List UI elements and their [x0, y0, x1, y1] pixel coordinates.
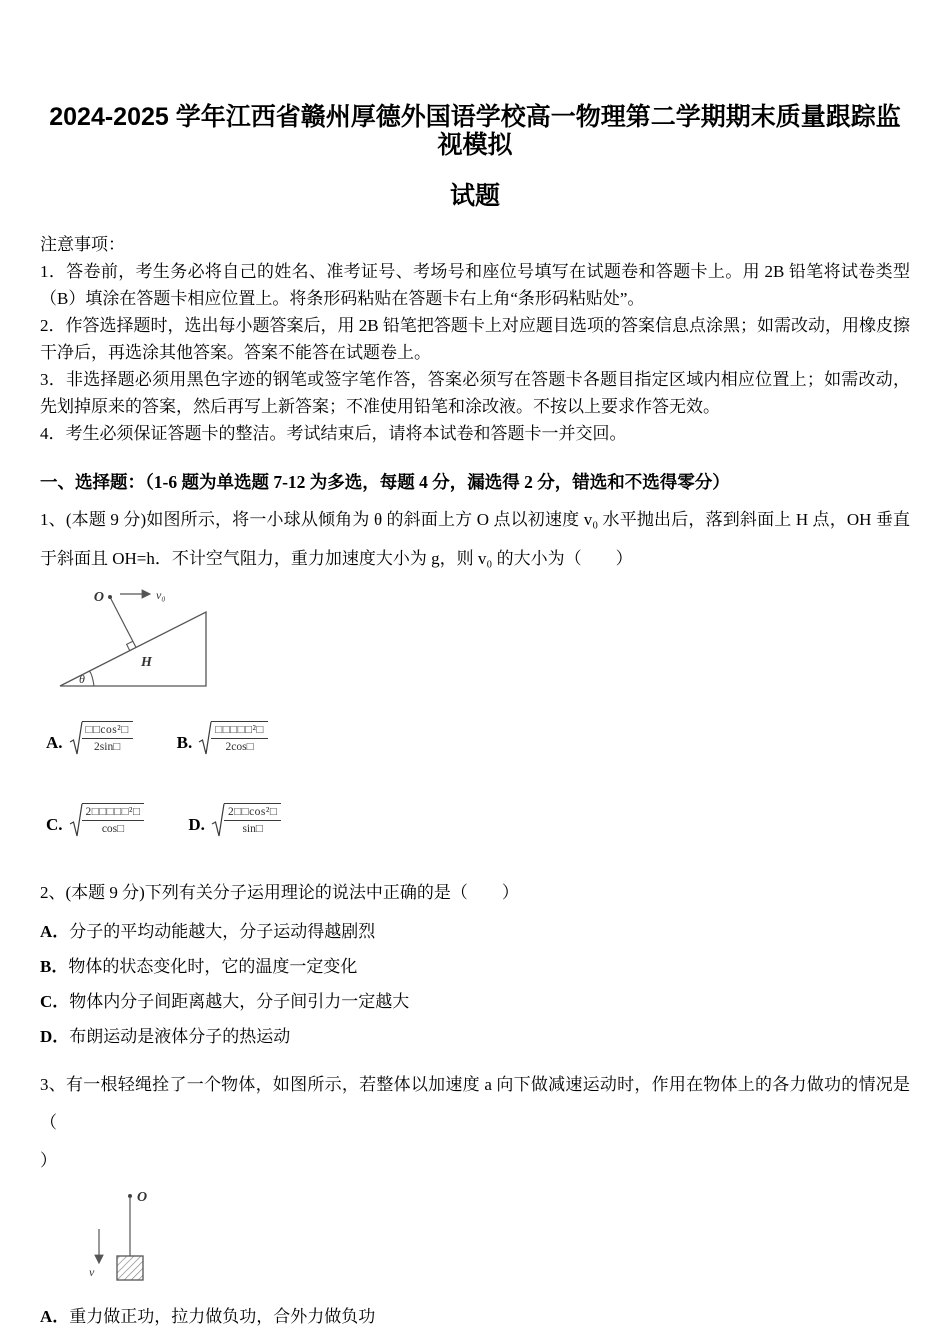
question-3-text: 3、有一根轻绳拴了一个物体，如图所示，若整体以加速度 a 向下做减速运动时，作用在物体上的各力做功的情况是（ — [40, 1074, 910, 1132]
option-text: 物体的状态变化时，它的温度一定变化 — [68, 956, 358, 976]
q1-options-row-2 — [46, 801, 910, 839]
question-2-options — [40, 914, 910, 1054]
incline-diagram — [46, 582, 910, 705]
sqrt-formula — [198, 719, 268, 757]
option-label: D. — [188, 814, 205, 834]
option-label: A. — [46, 732, 63, 752]
formula-denominator: 2cos□ — [225, 740, 254, 753]
formula-numerator: 2□□cos²□ — [224, 804, 281, 821]
label-h: H — [141, 654, 152, 670]
option-label: C. — [46, 814, 63, 834]
label-v0: v₀ — [156, 587, 166, 602]
formula-denominator: sin□ — [242, 822, 263, 835]
sqrt-formula — [211, 801, 281, 839]
option-text: 物体内分子间距离越大，分子间引力一定越大 — [69, 991, 410, 1011]
formula-numerator: 2□□□□□²□ — [82, 804, 145, 821]
hanging-block-diagram — [64, 1184, 910, 1289]
label-theta: θ — [79, 671, 85, 686]
radical-sign — [198, 719, 212, 757]
q2-option-d — [40, 1019, 910, 1054]
question-3-text-close-paren: ） — [40, 1150, 57, 1170]
radical-sign — [211, 801, 225, 839]
page-title-line2: 试题 — [449, 182, 500, 210]
page-title: 2024-2025 学年江西省赣州厚德外国语学校高一物理第二学期期末质量跟踪监视模拟 — [49, 103, 901, 159]
q1-options-row-1 — [46, 719, 910, 757]
point-o-dot — [108, 595, 112, 599]
option-label: A． — [40, 1306, 70, 1326]
q1-option-b — [177, 719, 268, 757]
option-text: 布朗运动是液体分子的热运动 — [69, 1026, 291, 1046]
formula-denominator: 2sin□ — [94, 740, 121, 753]
q2-option-c — [40, 984, 910, 1019]
option-label: C． — [40, 991, 70, 1011]
notice-item-2: 2．作答选择题时，选出每小题答案后，用 2B 铅笔把答题卡上对应题目选项的答案信息点涂黑；如需改动，用橡皮擦干净后，再选涂其他答案。答案不能答在试题卷上。 — [40, 315, 910, 362]
block — [117, 1256, 143, 1280]
radical-sign — [69, 719, 83, 757]
q1-option-a — [46, 719, 133, 757]
notice-item-4: 4．考生必须保证答题卡的整洁。考试结束后，请将本试卷和答题卡一并交回。 — [40, 423, 627, 443]
q2-option-a — [40, 914, 910, 949]
theta-arc — [90, 671, 95, 686]
section-heading: 一、选择题：（1-6 题为单选题 7-12 为多选，每题 4 分，漏选得 2 分，错选和不选得零分） — [40, 471, 730, 492]
option-text: 分子的平均动能越大，分子运动得越剧烈 — [69, 921, 376, 941]
question-1-text: 1、(本题 9 分)如图所示，将一小球从倾角为 θ 的斜面上方 O 点以初速度 v₀ 水平抛出后，落到斜面上 H 点，OH 垂直于斜面且 OH=h．不计空气阻力，重力加速度大小为 g，则 v₀ 的大小为（ ） — [40, 509, 910, 568]
formula-numerator: □□cos²□ — [82, 722, 133, 739]
label-o: O — [137, 1189, 148, 1205]
option-label: B. — [176, 732, 193, 752]
sqrt-formula — [69, 801, 145, 839]
q2-option-b — [40, 949, 910, 984]
q3-option-a — [40, 1303, 910, 1330]
q1-option-c — [46, 801, 144, 839]
radical-sign — [69, 801, 83, 839]
label-o: O — [93, 589, 104, 605]
formula-numerator: □□□□□²□ — [211, 722, 268, 739]
label-v: v — [89, 1264, 95, 1279]
sqrt-formula — [69, 719, 133, 757]
oh-line — [110, 597, 136, 647]
notice-item-3: 3．非选择题必须用黑色字迹的钢笔或签字笔作答，答案必须写在答题卡各题目指定区域内相应位置上；如需改动，先划掉原来的答案，然后再写上新答案；不准使用铅笔和涂改液。不按以上要求作答无效。 — [40, 369, 910, 416]
notice-heading: 注意事项： — [40, 234, 125, 254]
option-text: 重力做正功，拉力做负功，合外力做负功 — [69, 1306, 376, 1326]
notice-item-1: 1．答卷前，考生务必将自己的姓名、准考证号、考场号和座位号填写在试题卷和答题卡上。用 2B 铅笔将试卷类型（B）填涂在答题卡相应位置上。将条形码粘贴在答题卡右上角“条形码粘贴处”。 — [40, 261, 910, 308]
option-label: D． — [40, 1026, 70, 1046]
formula-denominator: cos□ — [101, 822, 125, 835]
option-label: B． — [40, 956, 69, 976]
q1-option-d — [188, 801, 281, 839]
option-label: A． — [40, 921, 70, 941]
question-2-text: 2、(本题 9 分)下列有关分子运用理论的说法中正确的是（ ） — [40, 882, 519, 902]
